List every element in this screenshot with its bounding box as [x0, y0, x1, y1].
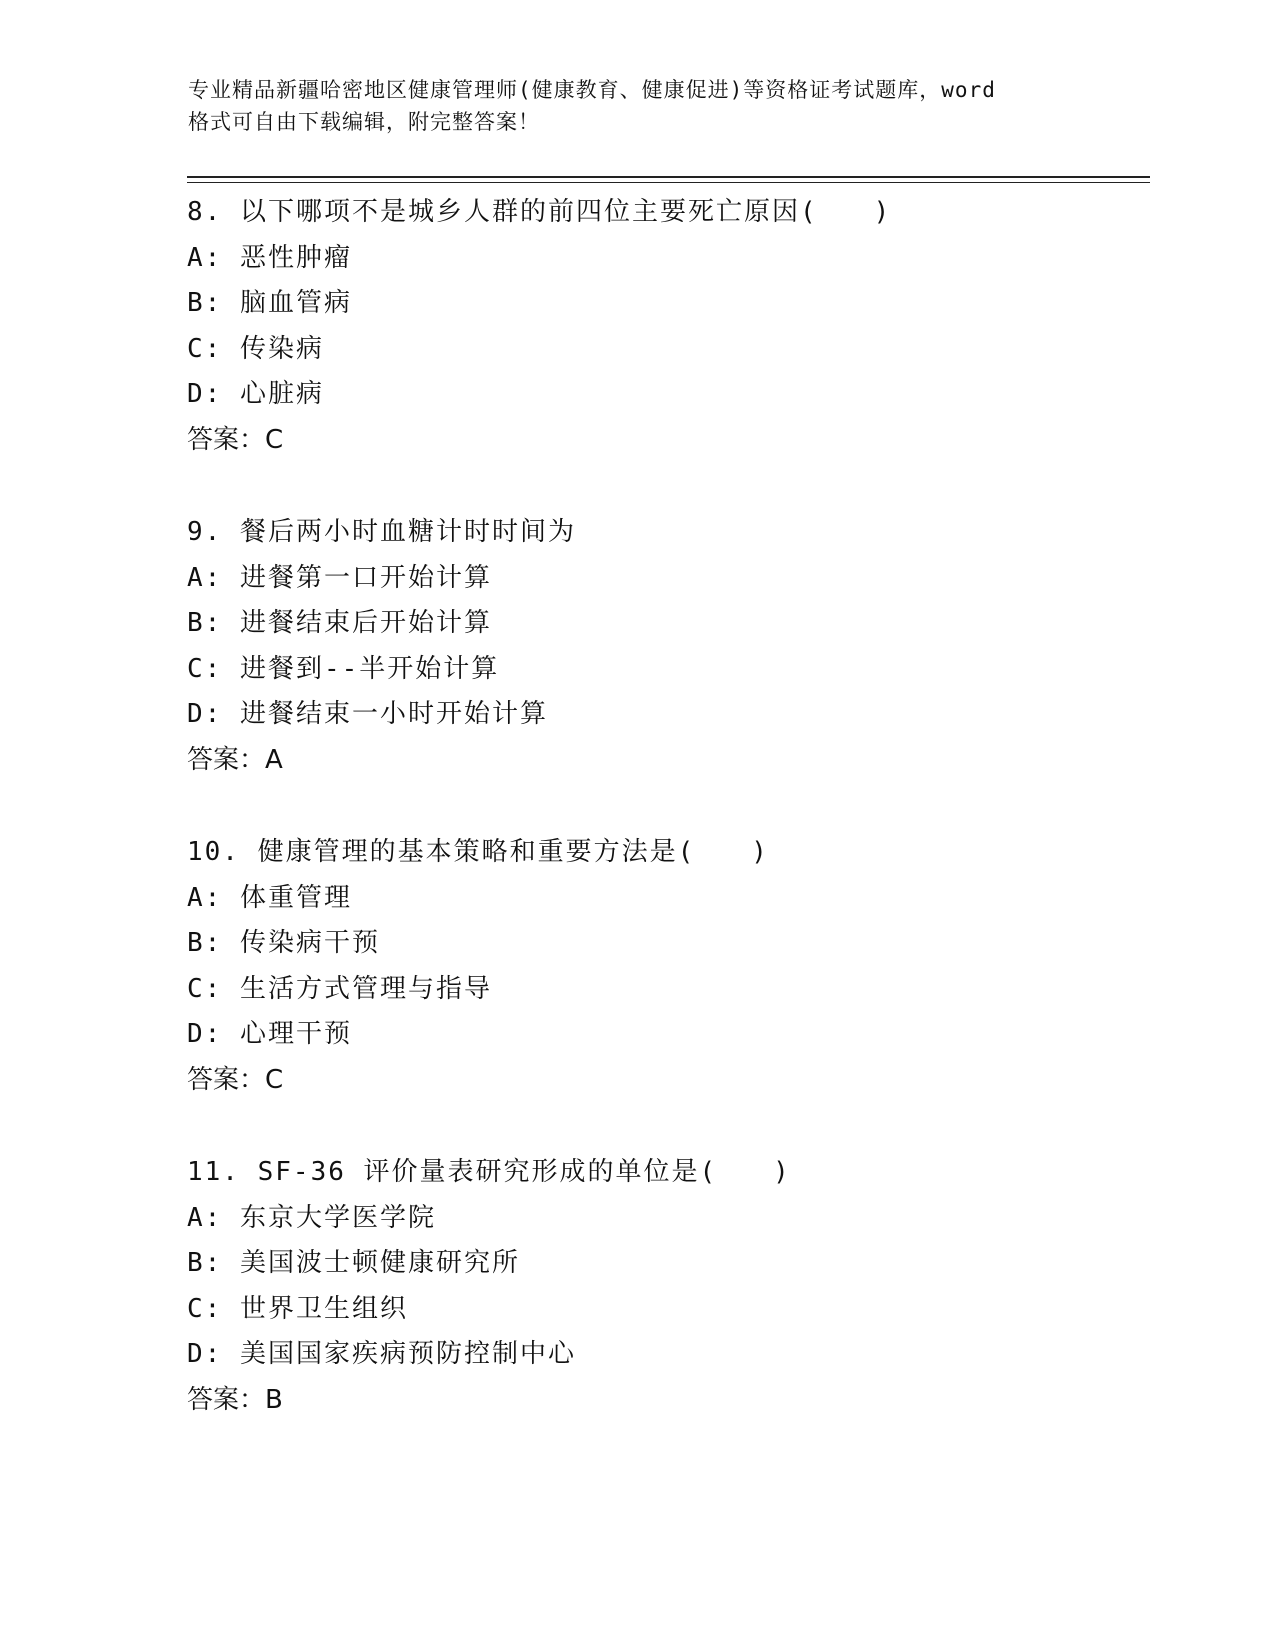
question-list [187, 190, 1137, 1470]
header-divider-thin [187, 182, 1150, 183]
header-line-1: 专业精品新疆哈密地区健康管理师(健康教育、健康促进)等资格证考试题库，word [188, 78, 996, 102]
option-a: A: 恶性肿瘤 [187, 242, 352, 273]
option-a: A: 东京大学医学院 [187, 1202, 436, 1233]
question-item [187, 510, 1137, 783]
option-c: C: 进餐到--半开始计算 [187, 653, 500, 684]
option-c: C: 生活方式管理与指导 [187, 973, 492, 1004]
header-divider-thick [187, 176, 1150, 178]
question-item [187, 190, 1137, 463]
answer-line: 答案：B [187, 1384, 283, 1415]
header-line-2: 格式可自由下载编辑，附完整答案！ [188, 110, 540, 134]
option-c: C: 传染病 [187, 333, 324, 364]
question-item [187, 830, 1137, 1103]
question-stem: 8. 以下哪项不是城乡人群的前四位主要死亡原因( ) [187, 197, 892, 227]
answer-line: 答案：C [187, 424, 284, 455]
option-b: B: 美国波士顿健康研究所 [187, 1248, 520, 1278]
option-c: C: 世界卫生组织 [187, 1293, 408, 1324]
question-stem: 10. 健康管理的基本策略和重要方法是( ) [187, 837, 769, 867]
document-header [188, 74, 1088, 138]
option-d: D: 进餐结束一小时开始计算 [187, 699, 548, 729]
question-stem: 9. 餐后两小时血糖计时时间为 [187, 517, 576, 547]
question-item [187, 1150, 1137, 1423]
option-d: D: 心理干预 [187, 1019, 352, 1049]
option-b: B: 脑血管病 [187, 288, 352, 318]
question-stem: 11. SF-36 评价量表研究形成的单位是( ) [187, 1157, 791, 1187]
answer-line: 答案：C [187, 1064, 284, 1095]
option-d: D: 美国国家疾病预防控制中心 [187, 1339, 576, 1369]
option-a: A: 体重管理 [187, 882, 352, 913]
option-a: A: 进餐第一口开始计算 [187, 562, 492, 593]
option-b: B: 进餐结束后开始计算 [187, 608, 492, 638]
option-d: D: 心脏病 [187, 379, 324, 409]
answer-line: 答案：A [187, 744, 283, 775]
option-b: B: 传染病干预 [187, 928, 380, 958]
